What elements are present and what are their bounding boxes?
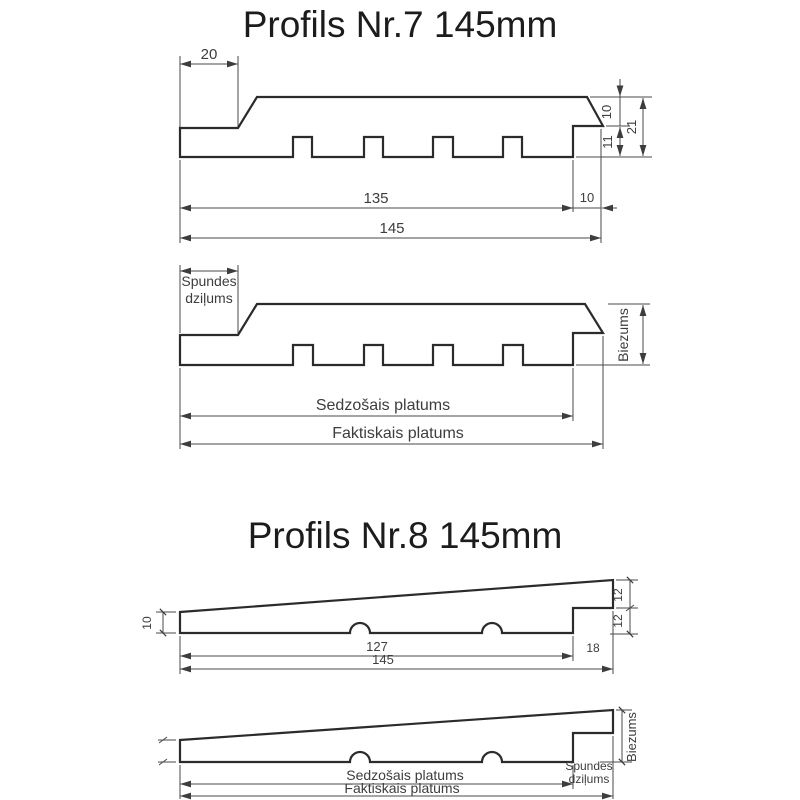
profile7-dimensioned-drawing <box>180 46 652 243</box>
label-thickness: Biezums <box>624 712 639 762</box>
label-tongue-depth-line1: Spundes <box>565 759 613 773</box>
dim-text-lap-width: 18 <box>586 641 600 655</box>
dim-ticks-left-thickness <box>159 737 167 765</box>
profile8-outline <box>180 710 613 762</box>
label-total-width: Faktiskais platums <box>344 780 460 796</box>
profile7-labeled-drawing <box>180 265 650 449</box>
dim-text-left-thickness: 10 <box>140 616 154 630</box>
profile7-title: Profils Nr.7 145mm <box>242 4 558 45</box>
label-covering-width: Sedzošais platums <box>346 767 464 783</box>
profile8-title: Profils Nr.8 145mm <box>247 515 563 556</box>
label-total-width: Faktiskais platums <box>332 425 464 442</box>
label-thickness: Biezums <box>615 308 631 362</box>
label-tongue-depth-line1: Spundes <box>181 273 237 289</box>
extension-lines <box>156 580 638 674</box>
label-tongue-depth-line2: dziļums <box>568 772 610 786</box>
profile8-outline <box>180 580 613 633</box>
dim-text-covering-width: 135 <box>363 190 389 207</box>
profile8-labeled-drawing <box>158 710 639 799</box>
dim-text-covering-width: 127 <box>366 639 388 654</box>
profile7-outline <box>180 97 603 157</box>
extension-lines <box>180 56 652 243</box>
extension-lines <box>180 265 650 449</box>
label-covering-width: Sedzošais platums <box>315 397 451 414</box>
dim-text-total-width: 145 <box>372 652 394 667</box>
dim-text-right-upper-height: 12 <box>611 588 625 602</box>
dim-text-right-lap-height: 12 <box>611 614 625 628</box>
profile8-dimensioned-drawing <box>140 580 638 674</box>
profile7-outline <box>180 304 603 365</box>
dim-text-lap-width: 10 <box>579 190 595 205</box>
dim-text-total-width: 145 <box>379 220 405 237</box>
dim-text-lap-height: 11 <box>600 135 615 149</box>
dim-text-tongue-width: 20 <box>200 46 218 63</box>
label-tongue-depth-line2: dziļums <box>185 290 233 306</box>
dim-text-thickness: 21 <box>624 119 639 135</box>
dim-text-chamfer-height: 10 <box>599 104 614 120</box>
